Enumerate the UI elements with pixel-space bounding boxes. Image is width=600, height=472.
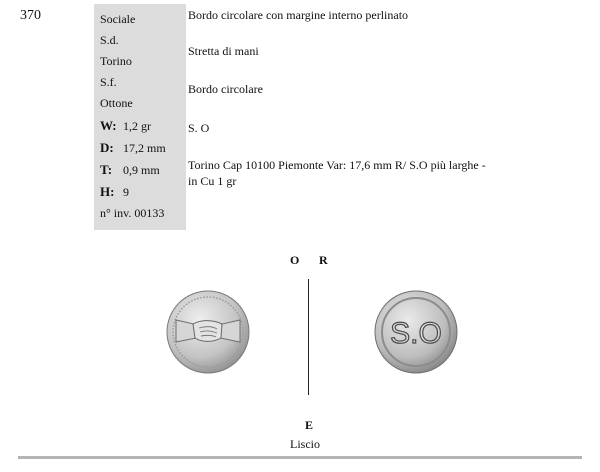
edge-label: E xyxy=(305,418,314,432)
weight-label: W: xyxy=(100,118,117,133)
type-text: Sociale xyxy=(100,12,136,26)
catalog-number: 370 xyxy=(20,8,41,23)
weight-row xyxy=(100,118,151,134)
handshake-icon xyxy=(176,320,240,342)
inventory-text: n° inv. 00133 xyxy=(100,206,165,220)
weight-value: 1,2 gr xyxy=(123,119,151,133)
thickness-label: T: xyxy=(100,162,113,177)
diameter-label: D: xyxy=(100,140,114,155)
reverse-description: S. O xyxy=(188,121,210,135)
thickness-row xyxy=(100,162,160,178)
reverse-label: R xyxy=(319,253,328,267)
obverse-label: O xyxy=(290,253,300,267)
reverse-legend: S.O xyxy=(390,317,442,350)
diameter-row xyxy=(100,140,166,156)
date-text: S.d. xyxy=(100,33,119,47)
notes-line-1: Torino Cap 10100 Piemonte Var: 17,6 mm R/ S.O più larghe - xyxy=(188,158,486,172)
obverse-description: Stretta di mani xyxy=(188,44,259,58)
info-panel xyxy=(94,4,186,230)
obverse-coin-image xyxy=(166,290,250,374)
city-text: Torino xyxy=(100,54,132,68)
reverse-border-description: Bordo circolare xyxy=(188,82,263,96)
axis-value: 9 xyxy=(123,185,129,199)
edge-type: Liscio xyxy=(290,437,320,451)
bottom-rule xyxy=(18,456,582,459)
notes-line-2: in Cu 1 gr xyxy=(188,174,237,188)
axis-row xyxy=(100,184,129,200)
thickness-value: 0,9 mm xyxy=(123,163,160,177)
reverse-coin-image xyxy=(374,290,458,374)
metal-text: Ottone xyxy=(100,96,133,110)
edge-border-description: Bordo circolare con margine interno perlinato xyxy=(188,8,409,22)
divider-line xyxy=(308,279,309,395)
diameter-value: 17,2 mm xyxy=(123,141,166,155)
mint-text: S.f. xyxy=(100,75,117,89)
axis-label: H: xyxy=(100,184,115,199)
